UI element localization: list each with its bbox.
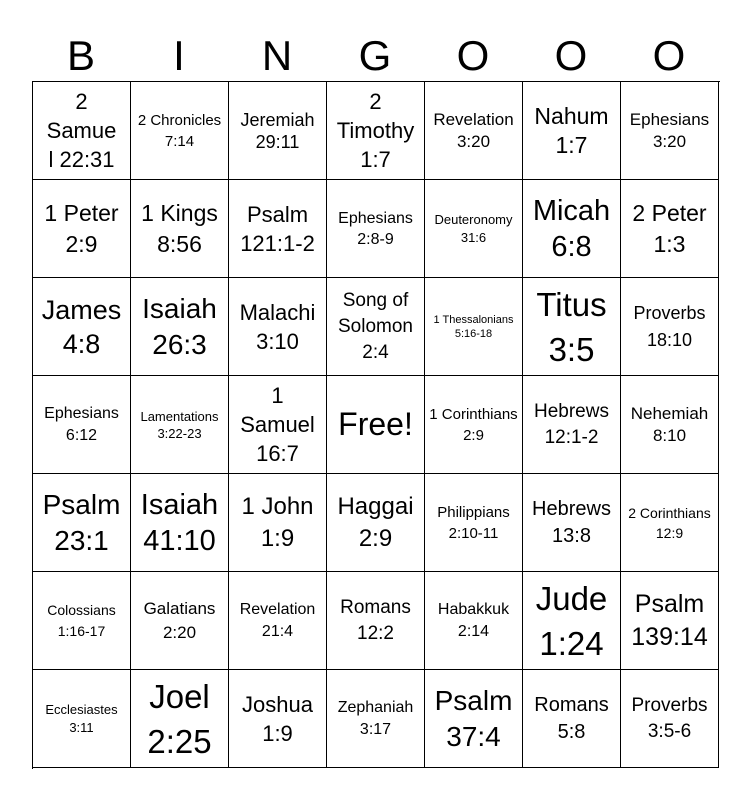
cell-text: James 4:8 <box>41 294 122 359</box>
bingo-cell[interactable] <box>621 180 719 278</box>
cell-text: Habakkuk 2:14 <box>437 600 510 640</box>
cell-text: 1 John 1:9 <box>241 492 314 552</box>
bingo-cell[interactable] <box>33 278 131 376</box>
cell-text: 2 Timothy 1:7 <box>336 89 415 172</box>
bingo-cell[interactable] <box>229 180 327 278</box>
bingo-cell[interactable] <box>229 572 327 670</box>
cell-text: 2 Peter 1:3 <box>632 199 707 257</box>
bingo-cell[interactable] <box>523 180 621 278</box>
cell-text: Psalm 121:1-2 <box>240 201 315 256</box>
cell-text: Psalm 139:14 <box>631 589 708 651</box>
cell-text: Jeremiah 29:11 <box>240 109 315 152</box>
cell-text: Isaiah 26:3 <box>142 292 217 360</box>
cell-text: Micah 6:8 <box>532 194 611 263</box>
header-letter-o: O <box>456 32 490 79</box>
bingo-cell[interactable] <box>131 572 229 670</box>
cell-text: Titus 3:5 <box>536 285 607 368</box>
bingo-cell[interactable] <box>621 474 719 572</box>
cell-text: Hebrews 13:8 <box>532 497 611 547</box>
cell-text: Song of Solomon 2:4 <box>338 289 413 363</box>
cell-text: Nehemiah 8:10 <box>630 403 709 445</box>
cell-text: Ephesians 6:12 <box>44 404 119 444</box>
bingo-cell[interactable] <box>425 82 523 180</box>
cell-text: Zephaniah 3:17 <box>337 698 414 738</box>
bingo-cell[interactable] <box>523 82 621 180</box>
bingo-cell[interactable] <box>131 474 229 572</box>
cell-text: 1 Kings 8:56 <box>141 199 218 257</box>
bingo-cell[interactable] <box>327 474 425 572</box>
cell-text: Proverbs 18:10 <box>633 302 706 350</box>
bingo-cell[interactable] <box>131 376 229 474</box>
header-letter-n: N <box>261 32 293 79</box>
bingo-cell[interactable] <box>33 82 131 180</box>
bingo-cell[interactable] <box>523 572 621 670</box>
cell-text: 2 Corinthians 12:9 <box>628 504 711 541</box>
bingo-cell[interactable] <box>327 376 425 474</box>
bingo-cell[interactable] <box>131 82 229 180</box>
cell-text: Haggai 2:9 <box>337 492 414 552</box>
bingo-cell[interactable] <box>621 82 719 180</box>
bingo-cell[interactable] <box>425 278 523 376</box>
cell-text: Ecclesiastes 3:11 <box>45 701 118 735</box>
cell-text: Revelation 3:20 <box>433 109 514 151</box>
bingo-cell[interactable] <box>33 572 131 670</box>
bingo-cell[interactable] <box>425 670 523 768</box>
cell-text: 2 Chronicles 7:14 <box>137 111 222 150</box>
cell-text: Colossians 1:16-17 <box>47 601 116 639</box>
cell-text: Ephesians 2:8-9 <box>338 209 413 248</box>
cell-text: Free! <box>338 406 413 442</box>
bingo-cell[interactable] <box>229 82 327 180</box>
header-letter-i: I <box>173 32 185 79</box>
bingo-cell[interactable] <box>425 474 523 572</box>
cell-text: Deuteronomy 31:6 <box>434 211 513 245</box>
cell-text: Psalm 23:1 <box>42 488 121 556</box>
bingo-cell[interactable] <box>229 376 327 474</box>
cell-text: Nahum 1:7 <box>534 102 609 158</box>
header-letter-g: G <box>358 32 392 79</box>
bingo-cell[interactable] <box>621 278 719 376</box>
cell-text: 1 Thessalonians 5:16-18 <box>433 313 514 340</box>
bingo-cell[interactable] <box>523 278 621 376</box>
bingo-cell[interactable] <box>229 278 327 376</box>
cell-text: Romans 12:2 <box>340 596 411 644</box>
header-letter-o-3: O <box>652 32 686 79</box>
bingo-grid <box>32 81 720 769</box>
bingo-cell[interactable] <box>523 474 621 572</box>
bingo-cell[interactable] <box>523 670 621 768</box>
bingo-cell[interactable] <box>33 474 131 572</box>
cell-text: Hebrews 12:1-2 <box>534 400 609 448</box>
bingo-cell[interactable] <box>327 180 425 278</box>
cell-text: Revelation 21:4 <box>239 600 316 640</box>
bingo-cell[interactable] <box>425 376 523 474</box>
bingo-cell[interactable] <box>621 670 719 768</box>
bingo-cell[interactable] <box>131 278 229 376</box>
bingo-cell[interactable] <box>327 82 425 180</box>
bingo-cell[interactable] <box>327 278 425 376</box>
bingo-cell[interactable] <box>621 376 719 474</box>
cell-text: Joel 2:25 <box>147 677 212 760</box>
cell-text: Joshua 1:9 <box>242 691 313 746</box>
cell-text: Romans 5:8 <box>534 693 609 743</box>
bingo-cell[interactable] <box>621 572 719 670</box>
bingo-cell[interactable] <box>425 180 523 278</box>
bingo-cell[interactable] <box>131 670 229 768</box>
cell-text: Ephesians 3:20 <box>629 109 710 151</box>
bingo-header <box>32 28 720 80</box>
cell-text: Malachi 3:10 <box>239 299 316 354</box>
header-letter-o-2: O <box>554 32 588 79</box>
bingo-cell[interactable] <box>425 572 523 670</box>
bingo-cell[interactable] <box>523 376 621 474</box>
bingo-cell[interactable] <box>33 670 131 768</box>
bingo-cell[interactable] <box>131 180 229 278</box>
bingo-cell[interactable] <box>33 180 131 278</box>
bingo-cell[interactable] <box>229 474 327 572</box>
cell-text: Jude 1:24 <box>535 579 608 662</box>
cell-text: 1 Samuel 16:7 <box>240 383 315 466</box>
cell-text: 1 Corinthians 2:9 <box>429 405 518 444</box>
cell-text: 2 Samuel 22:31 <box>46 89 117 172</box>
cell-text: Isaiah 41:10 <box>140 488 219 557</box>
bingo-cell[interactable] <box>33 376 131 474</box>
cell-text: Lamentations 3:22-23 <box>140 408 219 441</box>
cell-text: Psalm 37:4 <box>434 684 513 752</box>
cell-text: 1 Peter 2:9 <box>44 199 119 257</box>
bingo-card <box>32 0 720 770</box>
bingo-cell[interactable] <box>327 670 425 768</box>
header-letter-b: B <box>66 32 95 79</box>
cell-text: Proverbs 3:5-6 <box>631 694 708 742</box>
bingo-cell[interactable] <box>229 670 327 768</box>
cell-text: Galatians 2:20 <box>143 598 216 642</box>
bingo-cell[interactable] <box>327 572 425 670</box>
cell-text: Philippians 2:10-11 <box>437 503 510 542</box>
